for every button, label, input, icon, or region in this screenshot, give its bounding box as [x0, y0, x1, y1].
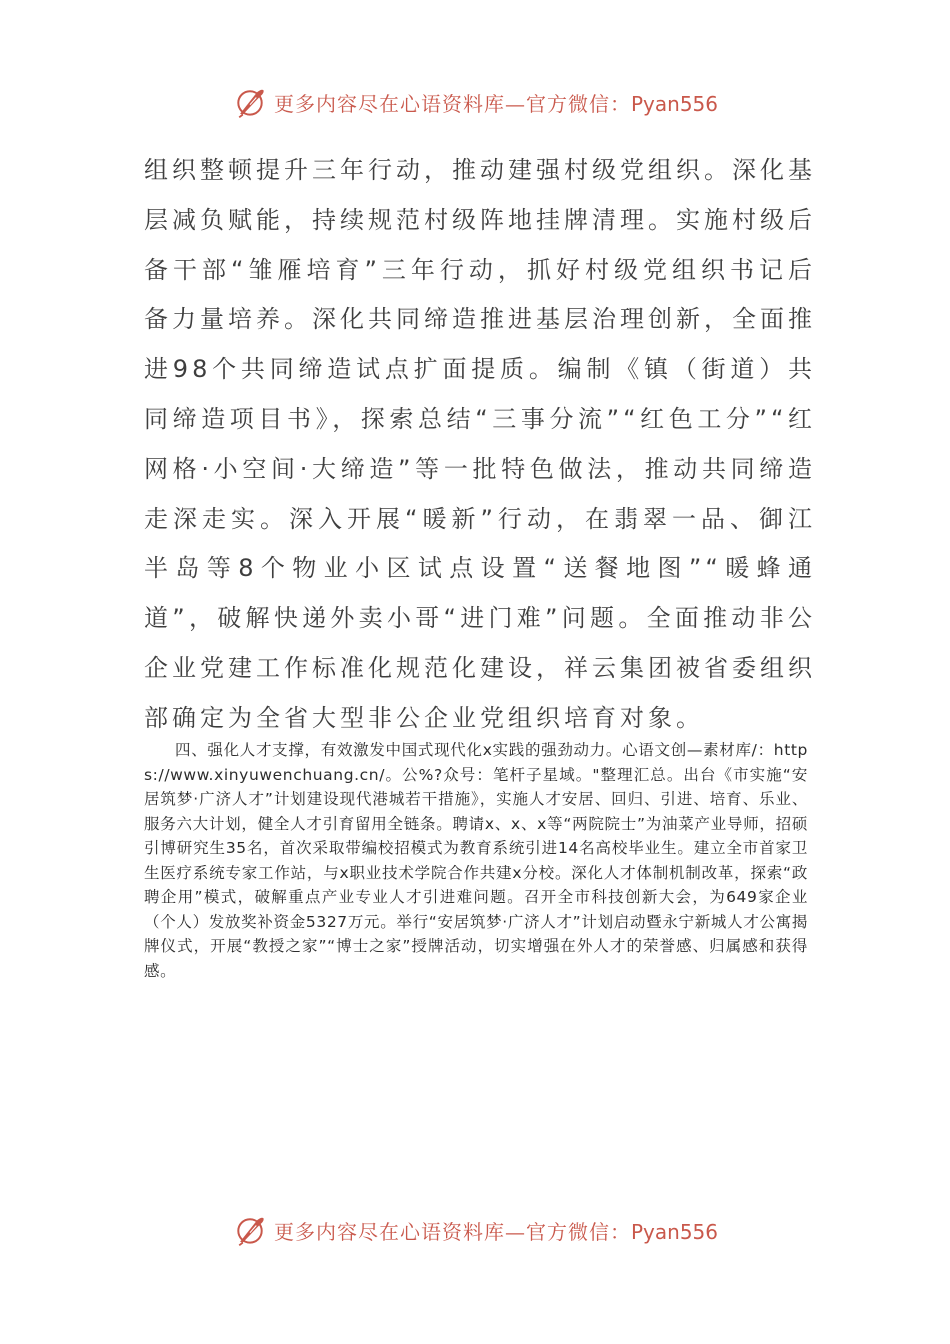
footer-banner-wechat-id: Pyan556 [630, 1219, 718, 1244]
footer-banner [0, 1210, 950, 1250]
header-banner [0, 82, 950, 122]
footer-banner-content [232, 1212, 718, 1248]
header-banner-wechat-id: Pyan556 [630, 91, 718, 116]
quill-pen-icon [232, 1212, 268, 1248]
header-banner-content [232, 84, 718, 120]
quill-pen-icon [232, 84, 268, 120]
footer-banner-cn: 更多内容尽在心语资料库—官方微信： [273, 1219, 631, 1244]
main-paragraph: 组织整顿提升三年行动，推动建强村级党组织。深化基层减负赋能，持续规范村级阵地挂牌清理。实施村级后备干部“雏雁培育”三年行动，抓好村级党组织书记后备力量培养。深化共同缔造推进基层治理创新，全面推进98个共同缔造试点扩面提质。编制《镇（街道）共同缔造项目书》，探索总结“三事分流”“红色工分”“红网格·小空间·大缔造”等一批特色做法，推动共同缔造走深走实。深入开展“暖新”行动，在翡翠一品、御江半岛等8个物业小区试点设置“送餐地图”“暖蜂通道”，破解快递外卖小哥“进门难”问题。全面推动非公企业党建工作标准化规范化建设，祥云集团被省委组织部确定为全省大型非公企业党组织培育对象。 [144, 156, 816, 732]
section-paragraph-talent-support: 四、强化人才支撑，有效激发中国式现代化x实践的强劲动力。心语文创—素材库/：https://www.xinyuwenchuang.cn/。公%?众号：笔杆子星域。"整理汇总。出台《市实施“安居筑梦·广济人才”计划建设现代港城若干措施》，实施人才安居、回归、引进、培育、乐业、服务六大计划，健全人才引育留用全链条。聘请x、x、x等“两院院士”为油菜产业导师，招硕引博研究生35名，首次采取带编校招模式为教育系统引进14名高校毕业生。建立全市首家卫生医疗系统专家工作站，与x职业技术学院合作共建x分校。深化人才体制机制改革，探索“政聘企用”模式，破解重点产业专业人才引进难问题。召开全市科技创新大会，为649家企业（个人）发放奖补资金5327万元。举行“安居筑梦·广济人才”计划启动暨永宁新城人才公寓揭牌仪式，开展“教授之家”“博士之家”授牌活动，切实增强在外人才的荣誉感、归属感和获得感。 [144, 741, 808, 980]
header-banner-cn: 更多内容尽在心语资料库—官方微信： [273, 91, 631, 116]
footer-banner-text [274, 1216, 718, 1245]
header-banner-text [274, 88, 718, 117]
